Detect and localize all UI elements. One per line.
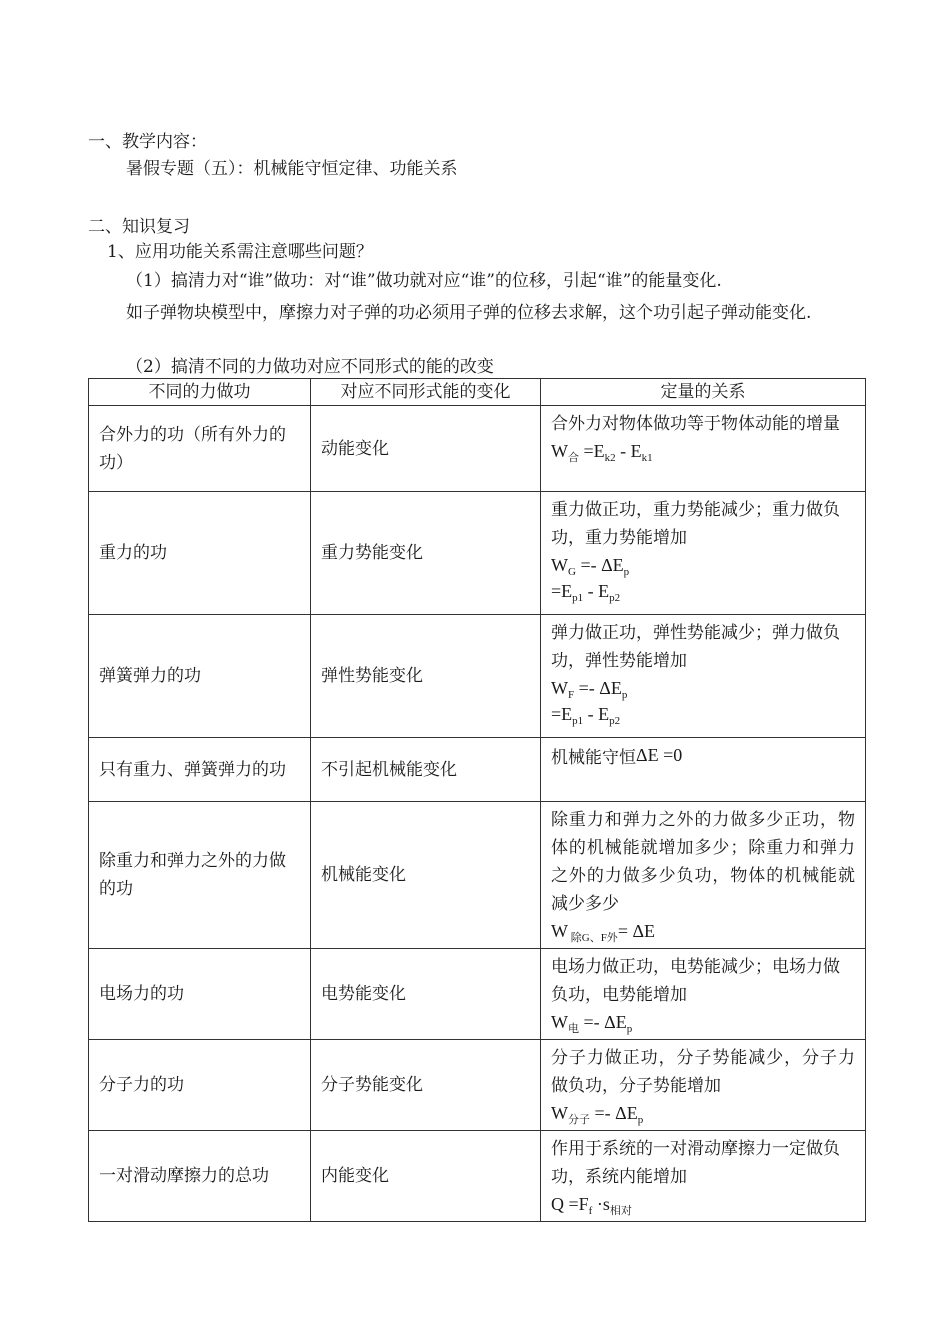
relation-desc: 机械能守恒: [551, 748, 636, 768]
relation-cell: [541, 949, 866, 1040]
energy-cell: 动能变化: [311, 406, 541, 492]
table-row: [89, 492, 866, 615]
table-row: [89, 802, 866, 949]
formula-continued: $=E_{p1} - E_{p2}$: [551, 581, 621, 604]
formula: $W_合 =E_{k2} - E_{k1}$: [551, 441, 653, 464]
relation-cell: [541, 406, 866, 492]
energy-cell: 重力势能变化: [311, 492, 541, 615]
relation-cell: [541, 1131, 866, 1222]
section2-heading: 二、知识复习: [88, 217, 190, 237]
question-1: 1、应用功能关系需注意哪些问题？: [107, 242, 373, 262]
formula: $W_F =- \Delta E_p$: [551, 678, 628, 701]
formula: $W_G =- \Delta E_p$: [551, 555, 630, 578]
header-relation: 定量的关系: [541, 379, 866, 406]
table-row: [89, 615, 866, 738]
force-cell: 合外力的功（所有外力的功）: [89, 406, 311, 492]
force-cell: 弹簧弹力的功: [89, 615, 311, 738]
relation-desc: 分子力做正功，分子势能减少，分子力做负功，分子势能增加: [551, 1048, 855, 1096]
formula: $Q =F_f \cdot s_{相对}$: [551, 1194, 632, 1217]
paragraph-1: （1）搞清力对“谁”做功：对“谁”做功就对应“谁”的位移，引起“谁”的能量变化.: [126, 271, 722, 291]
relation-cell: [541, 738, 866, 802]
formula-continued: $=E_{p1} - E_{p2}$: [551, 704, 621, 727]
table-row: [89, 949, 866, 1040]
table-row: [89, 1040, 866, 1131]
relation-cell: [541, 615, 866, 738]
relation-desc: 作用于系统的一对滑动摩擦力一定做负功，系统内能增加: [551, 1139, 840, 1187]
paragraph-2: 如子弹物块模型中，摩擦力对子弹的功必须用子弹的位移去求解，这个功引起子弹动能变化.: [126, 303, 812, 323]
force-cell: 电场力的功: [89, 949, 311, 1040]
force-cell: 分子力的功: [89, 1040, 311, 1131]
relation-desc: 合外力对物体做功等于物体动能的增量: [551, 414, 840, 434]
relation-desc: 弹力做正功，弹性势能减少；弹力做负功，弹性势能增加: [551, 623, 840, 671]
formula: $W_电 =- \Delta E_p$: [551, 1012, 633, 1035]
force-cell: 重力的功: [89, 492, 311, 615]
force-cell: 除重力和弹力之外的力做的功: [89, 802, 311, 949]
formula: $W_{分子} =- \Delta E_p$: [551, 1103, 644, 1126]
energy-cell: 分子势能变化: [311, 1040, 541, 1131]
paragraph-3: （2）搞清不同的力做功对应不同形式的能的改变: [126, 357, 494, 377]
relation-desc: 重力做正功，重力势能减少；重力做负功，重力势能增加: [551, 500, 840, 548]
relation-desc: 除重力和弹力之外的力做多少正功，物体的机械能就增加多少；除重力和弹力之外的力做多少负功，物体的机械能就减少多少: [551, 810, 855, 914]
energy-cell: 电势能变化: [311, 949, 541, 1040]
relation-cell: [541, 802, 866, 949]
table-row: [89, 1131, 866, 1222]
table-row: [89, 738, 866, 802]
header-force: 不同的力做功: [89, 379, 311, 406]
relation-desc: 电场力做正功，电势能减少；电场力做负功，电势能增加: [551, 957, 840, 1005]
energy-cell: 不引起机械能变化: [311, 738, 541, 802]
relation-cell: [541, 492, 866, 615]
energy-cell: 弹性势能变化: [311, 615, 541, 738]
formula: ΔE =0: [636, 745, 683, 765]
force-cell: 只有重力、弹簧弹力的功: [89, 738, 311, 802]
energy-cell: 内能变化: [311, 1131, 541, 1222]
formula: W $_{除G、F外}$= ΔE: [551, 921, 656, 944]
energy-cell: 机械能变化: [311, 802, 541, 949]
table-row: [89, 406, 866, 492]
force-cell: 一对滑动摩擦力的总功: [89, 1131, 311, 1222]
force-work-table: [88, 378, 866, 1222]
table-header-row: [89, 379, 866, 406]
header-energy: 对应不同形式能的变化: [311, 379, 541, 406]
relation-cell: [541, 1040, 866, 1131]
section1-topic: 暑假专题（五）：机械能守恒定律、功能关系: [126, 159, 458, 179]
section1-heading: 一、教学内容：: [88, 132, 207, 152]
